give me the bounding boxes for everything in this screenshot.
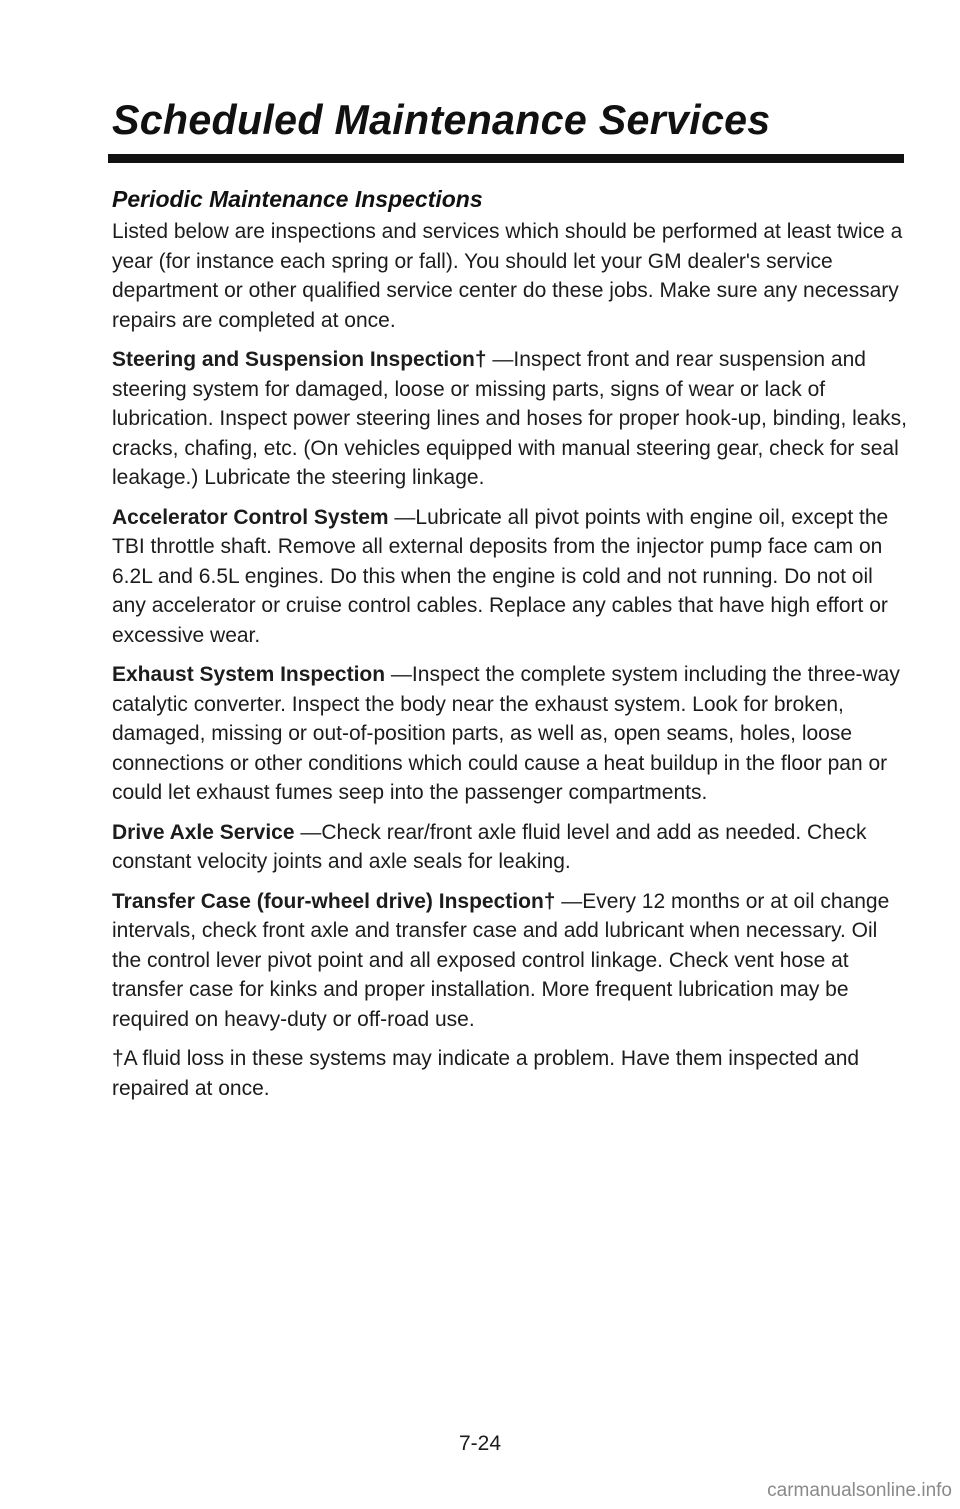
section-heading: Periodic Maintenance Inspections: [112, 186, 483, 212]
title-rule: [108, 154, 904, 163]
page-number: 7-24: [458, 1432, 502, 1455]
item-drive-axle: [112, 818, 912, 877]
intro-paragraph: Listed below are inspections and services which should be performed at least twice a year (for instance each spring or fall). You should let your GM dealer's service department or other qualified service center do these jobs. Make sure any necessary repairs are completed at once.: [112, 220, 903, 332]
item-text: —Every 12 months or at oil change intervals, check front axle and transfer case and add lubricant when necessary. Oil the control lever pivot point and all exposed control linkage. Check vent hose at transfer case for kinks and proper installation. More frequent lubrication may be required on heavy-duty or off-road use.: [112, 889, 890, 1031]
item-term: Transfer Case (four-wheel drive) Inspection†: [112, 889, 556, 913]
item-accelerator-control: [112, 503, 912, 651]
page-title: Scheduled Maintenance Services: [112, 96, 771, 143]
footnote: †A fluid loss in these systems may indicate a problem. Have them inspected and repaired at once.: [112, 1047, 860, 1100]
item-steering-suspension: [112, 345, 912, 493]
item-term: Steering and Suspension Inspection†: [112, 348, 487, 371]
item-text: —Inspect front and rear suspension and steering system for damaged, loose or missing parts, signs of wear or lack of lubrication. Inspect power steering lines and hoses for proper hook-up, binding, leaks, cracks, chafing, etc. (On vehicles equipped with manual steering gear, check for seal leakage.) Lubricate the steering linkage.: [112, 348, 907, 489]
item-text: —Inspect the complete system including the three-way catalytic converter. Inspect the body near the exhaust system. Look for broken, damaged, missing or out-of-position parts, as well as, open seams, holes, loose connections or other conditions which could cause a heat buildup in the floor pan or could let exhaust fumes seep into the passenger compartments.: [112, 663, 900, 804]
item-exhaust-system: [112, 660, 912, 808]
watermark-link[interactable]: carmanualsonline.info: [767, 1480, 952, 1501]
page-content: [112, 186, 912, 1113]
item-term: Exhaust System Inspection: [112, 663, 386, 686]
item-transfer-case: [112, 887, 912, 1035]
item-term: Drive Axle Service: [112, 820, 295, 844]
item-term: Accelerator Control System: [112, 505, 389, 529]
item-text: —Lubricate all pivot points with engine oil, except the TBI throttle shaft. Remove all external deposits from the injector pump face cam on 6.2L and 6.5L engines. Do this when the engine is cold and not running. Do not oil any accelerator or cruise control cables. Replace any cables that have high effort or excessive wear.: [112, 505, 889, 647]
item-text: —Check rear/front axle fluid level and add as needed. Check constant velocity joints and axle seals for leaking.: [112, 820, 867, 873]
